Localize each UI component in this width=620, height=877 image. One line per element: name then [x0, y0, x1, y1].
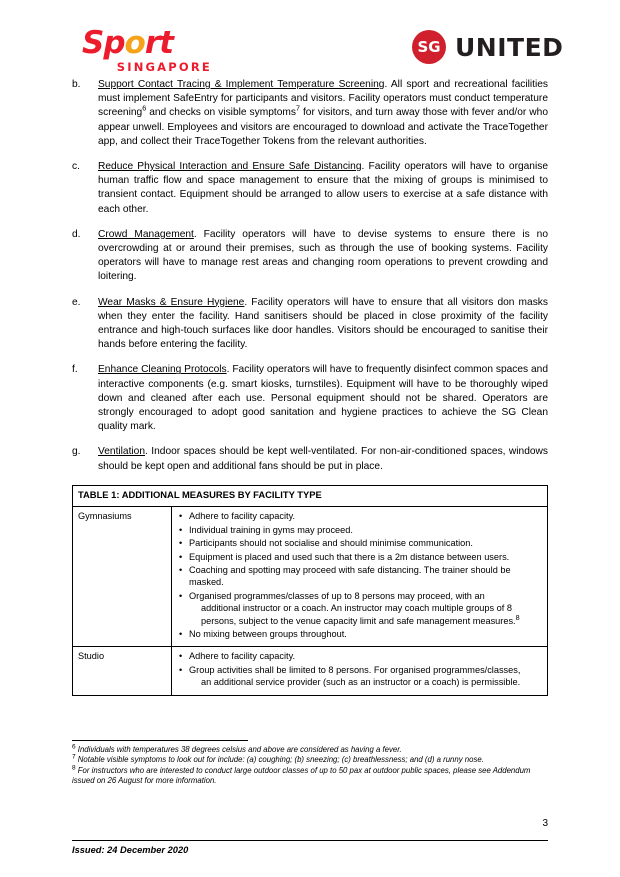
footnote-number: 8 [72, 764, 76, 772]
list-item-continuation-text: additional instructor or a coach. An instructor may coach multiple groups of 8 persons, subject to the venue capacity limit and safe management measures. [201, 603, 516, 626]
clause-title: Crowd Management [98, 228, 194, 240]
clause-body-part1: . All sport and recreational facilities must implement SafeEntry for participants and visitors. Facility operators must conduct temperature screening [98, 79, 548, 119]
sport-logo-word-dot: o [124, 25, 145, 61]
list-item-text: Organised programmes/classes of up to 8 persons may proceed, with an [189, 590, 485, 601]
sport-logo-word-part1: Sp [82, 25, 125, 61]
sg-united-logo [412, 30, 563, 64]
clause-title: Support Contact Tracing & Implement Temperature Screening [98, 79, 385, 90]
list-item-text: Group activities shall be limited to 8 persons. For organised programmes/classes, [189, 664, 521, 675]
clause-f [72, 363, 548, 434]
footnotes-section [72, 740, 548, 787]
table-row [73, 647, 548, 695]
list-item-text: Adhere to facility capacity. [189, 651, 296, 662]
sport-logo-word-part2: rt [144, 25, 173, 61]
clause-label: d. [72, 228, 81, 240]
table-row [73, 507, 548, 647]
additional-measures-table [72, 485, 548, 696]
list-item-text: No mixing between groups throughout. [189, 628, 347, 639]
facility-type-cell: Gymnasiums [73, 507, 172, 647]
sg-badge-icon: SG [412, 30, 446, 64]
clause-e [72, 296, 548, 353]
footnote-8 [72, 766, 548, 787]
footnote-ref-6: 6 [142, 104, 147, 114]
list-item-text: Equipment is placed and used such that there is a 2m distance between users. [189, 551, 510, 562]
clause-label: c. [72, 161, 80, 173]
clause-title: Enhance Cleaning Protocols [98, 364, 227, 376]
clause-text [98, 445, 548, 473]
clause-text [98, 363, 548, 434]
facility-measures-cell [172, 647, 548, 695]
list-item [177, 590, 542, 627]
clause-title: Ventilation [98, 446, 146, 458]
clause-label: e. [72, 296, 81, 308]
list-item [177, 664, 542, 689]
list-item-text: Adhere to facility capacity. [189, 511, 296, 522]
clause-body-part1: . Indoor spaces should be kept well-ventilated. For non-air-conditioned spaces, windows should be kept open and additional fans should be put in place. [98, 446, 548, 472]
list-item-continuation: an additional service provider (such as an instructor or a coach) is permissible. [201, 677, 521, 688]
document-body [72, 78, 548, 696]
sport-singapore-logo [82, 25, 212, 74]
clause-body-part1: . Facility operators will have to organise human traffic flow and space management to ensure that the mixing of groups is minimised to transient contact. Equipment should be arranged to allow users to exercise at a safe distance with each other. [98, 161, 548, 215]
table-caption: TABLE 1: ADDITIONAL MEASURES BY FACILITY TYPE [73, 485, 548, 506]
clause-text [98, 296, 548, 353]
list-item [177, 650, 542, 662]
clause-d [72, 228, 548, 285]
sport-logo-subtitle: SINGAPORE [116, 60, 212, 74]
clause-body-part1: . Facility operators will have to devise systems to ensure there is no overcrowding at or around their premises, such as through the use of booking systems. Facility operators will have to manage rest areas and changing room operations to prevent crowding and loitering. [98, 228, 548, 283]
list-item-text: Individual training in gyms may proceed. [189, 524, 353, 535]
footnote-6 [72, 745, 548, 755]
list-item-continuation [189, 602, 542, 627]
list-item [177, 628, 542, 640]
issued-date: Issued: 24 December 2020 [72, 845, 189, 855]
list-item [177, 524, 542, 536]
footnote-ref-7: 7 [295, 104, 300, 114]
footnote-text: Notable visible symptoms to look out for include: (a) coughing; (b) sneezing; (c) breathlessness; and (d) a runny nose. [77, 755, 484, 765]
clause-label: g. [72, 446, 81, 458]
list-item [177, 551, 542, 563]
footnote-number: 7 [72, 753, 76, 761]
sport-logo-wordmark [82, 25, 212, 61]
clause-body-part1: . Facility operators will have to frequently disinfect common spaces and interactive components (e.g. smart kiosks, turnstiles). Equipment will have to be thoroughly wiped down and cleaned after each use. Personal equipment should not be shared. Operators are strongly encouraged to adopt good sanitation and hygiene practices to achieve the SG Clean quality mark. [98, 364, 548, 433]
list-item-text: Coaching and spotting may proceed with safe distancing. The trainer should be masked. [189, 564, 511, 588]
clause-text [98, 78, 548, 149]
page-header [72, 0, 564, 78]
facility-type-cell: Studio [73, 647, 172, 695]
clause-label: f. [72, 364, 78, 376]
footnote-ref-8: 8 [515, 612, 520, 622]
sg-united-text: UNITED [455, 32, 564, 62]
clause-body-part2: and checks on visible symptoms [146, 107, 296, 119]
clause-body-part1: . Facility operators will have to ensure that all visitors don masks when they enter the facility. Hand sanitisers should be placed in close proximity of the facility entrance and high-touch surfaces like door handles. Visitors should be encouraged to sanitise their hands before entering the facility. [98, 296, 548, 351]
clause-text [98, 228, 548, 285]
footnote-number: 6 [72, 743, 76, 751]
footer-separator [72, 840, 548, 841]
measures-list [177, 650, 542, 688]
page-number: 3 [542, 818, 548, 829]
table-caption-row [73, 485, 548, 506]
clause-label: b. [72, 79, 81, 90]
clause-title: Wear Masks & Ensure Hygiene [98, 296, 245, 308]
clause-title: Reduce Physical Interaction and Ensure Safe Distancing [98, 161, 362, 173]
clause-g [72, 445, 548, 473]
footnote-text: Individuals with temperatures 38 degrees celsius and above are considered as having a fever. [77, 745, 402, 754]
clause-body-part3: for visitors, and turn away those with fever and/or who appear unwell. Employees and visitors are encouraged to download and activate the TraceTogether app, and collect their TraceTogether Tokens from the relevant authorities. [98, 107, 548, 147]
clause-text [98, 160, 548, 217]
footnote-7 [72, 755, 548, 765]
list-item [177, 510, 542, 522]
list-item-text: Participants should not socialise and should minimise communication. [189, 538, 473, 549]
list-item [177, 564, 542, 589]
facility-measures-cell [172, 507, 548, 647]
clause-c [72, 160, 548, 217]
clause-b [72, 78, 548, 149]
footnote-separator [72, 740, 248, 741]
list-item [177, 537, 542, 549]
measures-list [177, 510, 542, 640]
footnote-text: For instructors who are interested to conduct large outdoor classes of up to 50 pax at outdoor public spaces, please see Addendum issued on 26 August for more information. [72, 765, 531, 786]
